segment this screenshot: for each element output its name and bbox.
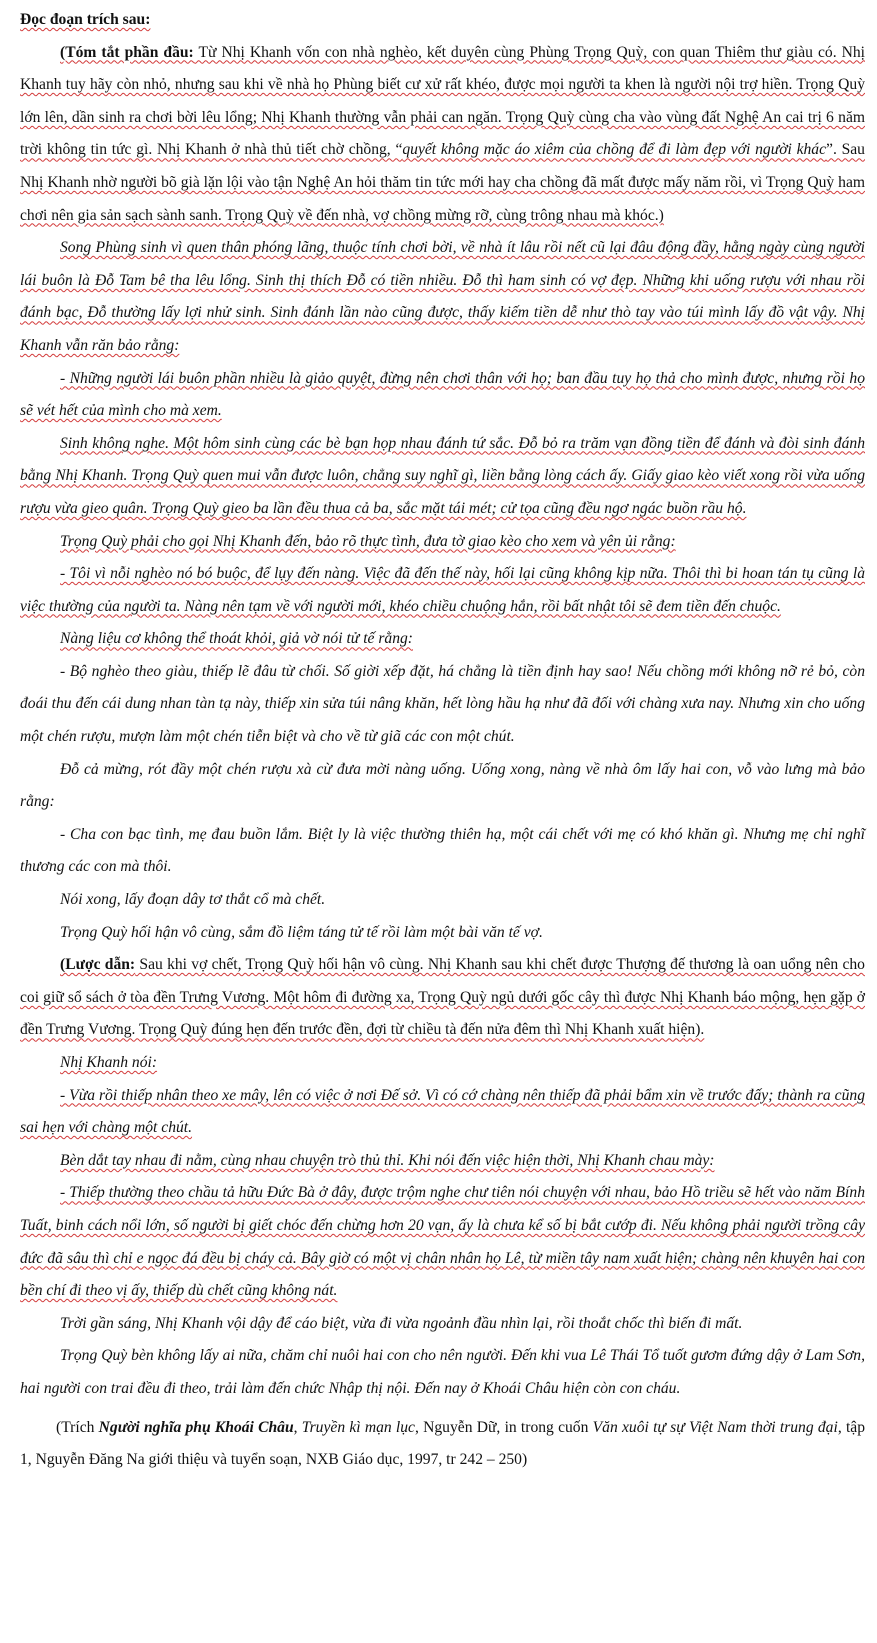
- summary-paragraph: (Tóm tắt phần đầu: Từ Nhị Khanh vốn con nhà nghèo, kết duyên cùng Phùng Trọng Quỳ, con quan Thiêm thư giàu có. Nhị Khanh tuy hãy còn nhỏ, nhưng sau khi về nhà họ Phùng biết cư xử rất khéo, được mọi người ta khen là người nội trợ hiền. Trọng Quỳ lớn lên, dần sinh ra chơi bời lêu lổng; Nhị Khanh thường vẫn phải can ngăn. Trọng Quỳ cùng cha vào vùng đất Nghệ An cai trị 6 năm trời không tin tức gì. Nhị Khanh ở nhà thủ tiết chờ chồng, “quyết không mặc áo xiêm của chồng để đi làm đẹp với người khác”. Sau Nhị Khanh nhờ người bõ già lặn lội vào tận Nghệ An hỏi thăm tin tức mới hay cha chồng đã mất được mấy năm rồi, vì Trọng Quỳ ham chơi nên gia sản sạch sành sanh. Trọng Quỳ về đến nhà, vợ chồng mừng rỡ, cùng trông nhau mà khóc.): [20, 43, 865, 224]
- summary-quote: quyết không mặc áo xiêm của chồng để đi làm đẹp với người khác: [402, 141, 827, 159]
- work-title: Người nghĩa phụ Khoái Châu: [98, 1418, 294, 1436]
- collection-title: Truyền kì mạn lục: [301, 1418, 415, 1436]
- reading-heading: Đọc đoạn trích sau:: [20, 11, 151, 28]
- source-citation: (Trích Người nghĩa phụ Khoái Châu, Truyền kì mạn lục, Nguyễn Dữ, in trong cuốn Văn xuôi tự sự Việt Nam thời trung đại, tập 1, Nguyễn Đăng Na giới thiệu và tuyển soạn, NXB Giáo dục, 1997, tr 242 – 250): [20, 1418, 866, 1469]
- story-paragraph: - Những người lái buôn phần nhiều là giảo quyệt, đừng nên chơi thân với họ; ban đầu tuy họ thả cho mình được, nhưng rồi họ sẽ vét hết của mình cho mà xem.: [20, 369, 865, 420]
- story-paragraph: Song Phùng sinh vì quen thân phóng lãng, thuộc tính chơi bời, về nhà ít lâu rồi nết cũ lại đâu động đầy, hằng ngày cùng người lái buôn là Đỗ Tam bê tha lêu lổng. Sinh thị thích Đỗ có tiền nhiều. Đỗ thì ham sinh có vợ đẹp. Những khi uống rượu với nhau rồi đánh bạc, Đỗ thường lấy lợi nhử sinh. Sinh đánh lần nào cũng được, thấy kiếm tiền dễ như thò tay vào túi mình lấy đồ vật vậy. Nhị Khanh vẫn răn bảo rằng:: [20, 239, 865, 354]
- story-paragraph: Trời gần sáng, Nhị Khanh vội dậy để cáo biệt, vừa đi vừa ngoảnh đầu nhìn lại, rồi thoắt chốc thì biến đi mất.: [60, 1314, 743, 1332]
- story-paragraph: - Thiếp thường theo chầu tả hữu Đức Bà ở đây, được trộm nghe chư tiên nói chuyện với nhau, bảo Hồ triều sẽ hết vào năm Bính Tuất, binh cách nổi lớn, số người bị giết chóc đến chừng hơn 20 vạn, ấy là chưa kể số bị bắt cướp đi. Nếu không phải người trồng cây đức đã sâu thì chỉ e ngọc đá đều bị cháy cả. Bây giờ có một vị chân nhân họ Lê, từ miền tây nam xuất hiện; chàng nên khuyên hai con bền chí đi theo vị ấy, thiếp dù chết cũng không nát.: [20, 1184, 865, 1300]
- story-paragraph: Nhị Khanh nói:: [60, 1054, 158, 1071]
- book-title: Văn xuôi tự sự Việt Nam thời trung đại: [592, 1418, 838, 1436]
- story-paragraph: - Tôi vì nỗi nghèo nó bó buộc, để lụy đến nàng. Việc đã đến thế này, hối lại cũng không kịp nữa. Thôi thì bi hoan tán tụ cũng là việc thường của người ta. Nàng nên tạm về với người mới, khéo chiều chuộng hắn, rồi bất nhật tôi sẽ đem tiền đến chuộc.: [20, 565, 865, 615]
- story-paragraph: - Bộ nghèo theo giàu, thiếp lẽ đâu từ chối. Số giời xếp đặt, há chẳng là tiền định hay sao! Nếu chồng mới không nỡ rẻ bỏ, còn đoái thu đến cái dung nhan tàn tạ này, thiếp xin sửa túi nâng khăn, hết lòng hầu hạ như đã đối với chàng xưa nay. Nhưng xin cho uống một chén rượu, mượn làm một chén tiễn biệt và cho về từ giã các con một chút.: [20, 662, 865, 746]
- story-paragraph: Bèn dắt tay nhau đi nằm, cùng nhau chuyện trò thủ thỉ. Khi nói đến việc hiện thời, Nhị Khanh chau mày:: [60, 1151, 715, 1169]
- story-paragraph: Sinh không nghe. Một hôm sinh cùng các bè bạn họp nhau đánh tứ sắc. Đỗ bỏ ra trăm vạn đồng tiền để đánh và đòi sinh đánh bằng Nhị Khanh. Trọng Quỳ quen mui vẫn được luôn, chẳng suy nghĩ gì, liền bằng lòng cách ấy. Giấy giao kèo viết xong rồi vừa uống rượu vừa gieo quân. Trọng Quỳ gieo ba lần đều thua cả ba, sắc mặt tái mét; cử tọa cũng đều ngơ ngác buồn rầu hộ.: [20, 434, 865, 517]
- summary-label: (Tóm tắt phần đầu:: [60, 43, 194, 61]
- story-paragraph: - Cha con bạc tình, mẹ đau buồn lắm. Biệt ly là việc thường thiên hạ, một cái chết với mẹ có khó khăn gì. Nhưng mẹ chỉ nghĩ thương các con mà thôi.: [20, 825, 865, 876]
- story-paragraph: Nàng liệu cơ không thể thoát khỏi, giả vờ nói tử tế rằng:: [60, 630, 413, 648]
- guide-label: (Lược dẫn:: [60, 956, 136, 974]
- story-paragraph: Trọng Quỳ hối hận vô cùng, sắm đồ liệm táng tử tế rồi làm một bài văn tế vợ.: [60, 923, 543, 941]
- story-paragraph: Nói xong, lấy đoạn dây tơ thắt cổ mà chết.: [60, 891, 326, 909]
- story-paragraph: Trọng Quỳ phải cho gọi Nhị Khanh đến, bảo rõ thực tình, đưa tờ giao kèo cho xem và yên ủi rằng:: [60, 532, 676, 550]
- story-paragraph: - Vừa rồi thiếp nhân theo xe mây, lên có việc ở nơi Đế sở. Vì có cớ chàng nên thiếp đã phải bẩm xin về trước đấy; thành ra cũng sai hẹn với chàng một chút.: [20, 1086, 865, 1137]
- story-paragraph: Trọng Quỳ bèn không lấy ai nữa, chăm chỉ nuôi hai con cho nên người. Đến khi vua Lê Thái Tổ tuốt gươm đứng dậy ở Lam Sơn, hai người con trai đều đi theo, trải làm đến chức Nhập thị nội. Đến nay ở Khoái Châu hiện còn con cháu.: [20, 1347, 865, 1397]
- guide-paragraph: (Lược dẫn: Sau khi vợ chết, Trọng Quỳ hối hận vô cùng. Nhị Khanh sau khi chết được Thượng đế thương là oan uổng nên cho coi giữ sổ sách ở tòa đền Trưng Vương. Một hôm đi đường xa, Trọng Quỳ ngủ dưới gốc cây thì được Nhị Khanh báo mộng, hẹn gặp ở đền Trưng Vương. Trọng Quỳ đúng hẹn đến trước đền, đợi từ chiều tà đến nửa đêm thì Nhị Khanh xuất hiện).: [20, 956, 865, 1039]
- story-paragraph: Đỗ cả mừng, rót đầy một chén rượu xà cừ đưa mời nàng uống. Uống xong, nàng về nhà ôm lấy hai con, vỗ vào lưng mà bảo rằng:: [20, 760, 865, 811]
